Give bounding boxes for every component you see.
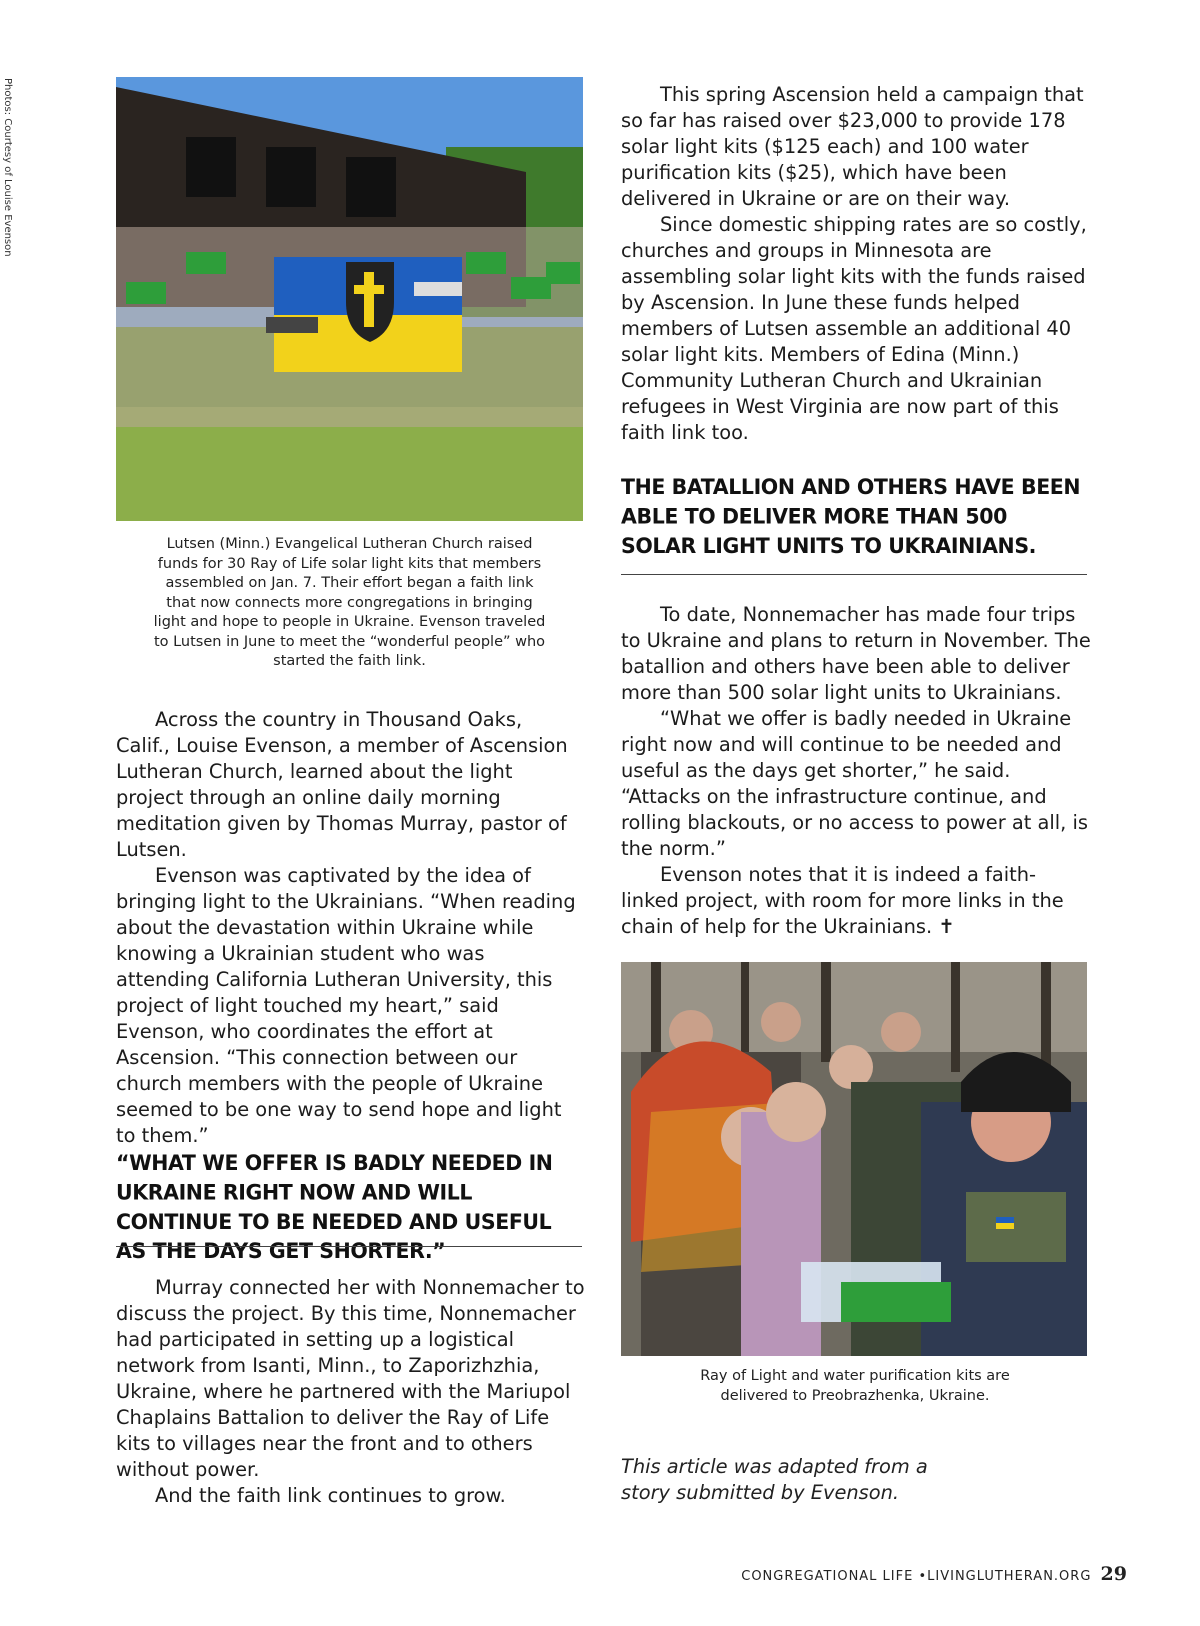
right-pull-quote: THE BATALLION AND OTHERS HAVE BEEN ABLE TO DELIVER MORE THAN 500 SOLAR LIGHT UNITS TO UKRAINIANS. bbox=[621, 474, 1081, 559]
left-pull-quote: “WHAT WE OFFER IS BADLY NEEDED IN UKRAINE RIGHT NOW AND WILL CONTINUE TO BE NEEDED AND USEFUL AS THE DAYS GET SHORTER.” bbox=[116, 1150, 553, 1264]
page-number: 29 bbox=[1100, 1563, 1127, 1585]
footer-section: CONGREGATIONAL LIFE bbox=[741, 1569, 914, 1584]
left-column-body bbox=[116, 707, 581, 1149]
right-pull-quote-rule bbox=[621, 574, 1087, 575]
photo-credit: Photos: Courtesy of Louise Evenson bbox=[2, 78, 13, 257]
paragraph: This spring Ascension held a campaign that so far has raised over $23,000 to provide 178 solar light kits ($125 each) and 100 water purification kits ($25), which have been delivered in Ukraine or are on their way. bbox=[621, 83, 1084, 210]
paragraph: And the faith link continues to grow. bbox=[155, 1484, 506, 1507]
right-column-body bbox=[621, 82, 1091, 446]
paragraph: “What we offer is badly needed in Ukraine right now and will continue to be needed and useful as the days get shorter,” he said. “Attacks on the infrastructure continue, and rolling blackouts, or no access to power at all, is the norm.” bbox=[621, 707, 1088, 860]
paragraph: Evenson notes that it is indeed a faith-linked project, with room for more links in the chain of help for the Ukrainians. ✝ bbox=[621, 863, 1064, 938]
paragraph: Since domestic shipping rates are so costly, churches and groups in Minnesota are assembling solar light kits with the funds raised by Ascension. In June these funds helped members of Lutsen assemble an additional 40 solar light kits. Members of Edina (Minn.) Community Lutheran Church and Ukrainian refugees in West Virginia are now part of this faith link too. bbox=[621, 213, 1087, 444]
footer-separator: • bbox=[918, 1569, 928, 1584]
paragraph: Across the country in Thousand Oaks, Calif., Louise Evenson, a member of Ascension Lutheran Church, learned about the light project through an online daily morning meditation given by Thomas Murray, pastor of Lutsen. bbox=[116, 708, 568, 861]
top-photo-caption: Lutsen (Minn.) Evangelical Lutheran Church raised funds for 30 Ray of Life solar light kits that members assembled on Jan. 7. Their effort began a faith link that now connects more congregations in bringing light and hope to people in Ukraine. Evenson traveled to Lutsen in June to meet the “wonderful people” who started the faith link. bbox=[153, 536, 546, 669]
bottom-photo-caption: Ray of Light and water purification kits are delivered to Preobrazhenka, Ukraine. bbox=[700, 1368, 1010, 1404]
right-column-body-continued bbox=[621, 602, 1091, 940]
paragraph: Evenson was captivated by the idea of bringing light to the Ukrainians. “When reading about the devastation within Ukraine while knowing a Ukrainian student who was attending California Lutheran University, this project of light touched my heart,” said Evenson, who coordinates the effort at Ascension. “This connection between our church members with the people of Ukraine seemed to be one way to send hope and light to them.” bbox=[116, 864, 576, 1147]
group-photo bbox=[116, 77, 583, 521]
paragraph: To date, Nonnemacher has made four trips to Ukraine and plans to return in November. The batallion and others have been able to deliver more than 500 solar light units to Ukrainians. bbox=[621, 603, 1091, 704]
delivery-photo bbox=[621, 962, 1087, 1356]
paragraph: Murray connected her with Nonnemacher to discuss the project. By this time, Nonnemacher had participated in setting up a logistical network from Isanti, Minn., to Zaporizhzhia, Ukraine, where he partnered with the Mariupol Chaplains Battalion to deliver the Ray of Life kits to villages near the front and to others without power. bbox=[116, 1276, 585, 1481]
adapted-note: This article was adapted from a story submitted by Evenson. bbox=[621, 1455, 928, 1504]
footer-site: LIVINGLUTHERAN.ORG bbox=[927, 1569, 1092, 1584]
left-pull-quote-rule bbox=[116, 1246, 582, 1247]
left-column-body-continued bbox=[116, 1275, 586, 1509]
page-footer bbox=[741, 1563, 1127, 1585]
